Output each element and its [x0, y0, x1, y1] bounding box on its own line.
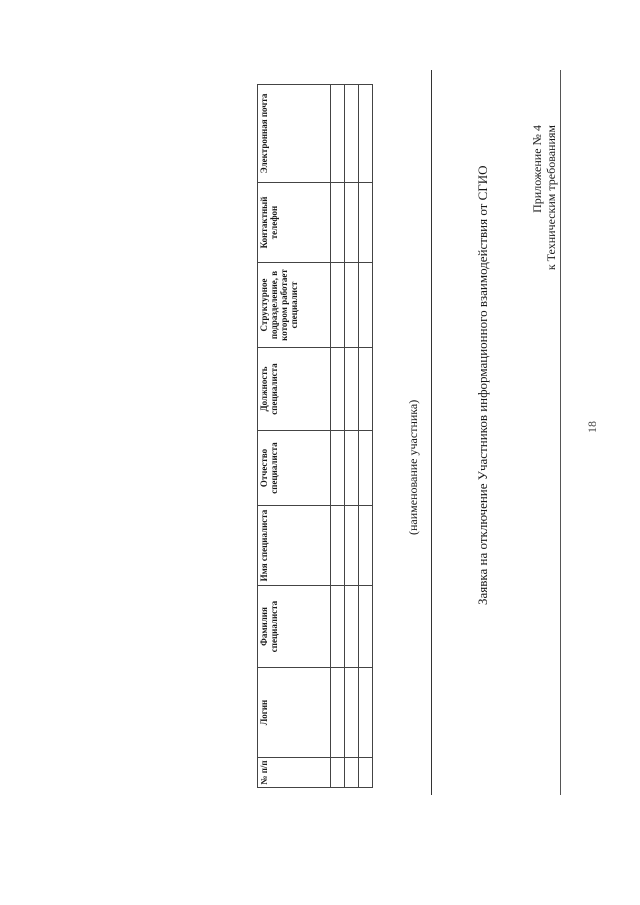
column-header: № п/п — [258, 758, 331, 788]
table-cell — [345, 183, 359, 263]
table-row — [359, 85, 373, 788]
document-title: Заявка на отключение Участников информационного взаимодействия от СГИО — [475, 165, 490, 605]
column-header: Структурное подразделение, в котором работает специалист — [258, 263, 331, 348]
table-cell — [331, 348, 345, 431]
table-cell — [359, 85, 373, 183]
appendix-reference: к Техническим требованиям — [544, 125, 558, 271]
table-cell — [345, 431, 359, 506]
table-cell — [331, 668, 345, 758]
table-cell — [331, 586, 345, 668]
appendix-header — [530, 125, 558, 270]
table-cell — [359, 758, 373, 788]
table-cell — [345, 348, 359, 431]
table-cell — [359, 586, 373, 668]
table-cell — [345, 668, 359, 758]
column-header: Электронная почта — [258, 85, 331, 183]
disconnection-request-table — [257, 84, 373, 788]
table-cell — [345, 758, 359, 788]
table-cell — [359, 431, 373, 506]
table-header-row — [258, 85, 331, 788]
table-top-rule — [560, 70, 561, 795]
participant-caption: (наименование участника) — [406, 399, 420, 535]
table-cell — [359, 183, 373, 263]
table-cell — [331, 431, 345, 506]
table-cell — [359, 263, 373, 348]
column-header: Контактный телефон — [258, 183, 331, 263]
table-cell — [345, 263, 359, 348]
page-number: 18 — [585, 421, 599, 433]
table-cell — [331, 85, 345, 183]
participant-name-line — [431, 70, 432, 795]
table-cell — [345, 85, 359, 183]
column-header: Фамилия специалиста — [258, 586, 331, 668]
table-cell — [359, 668, 373, 758]
table-cell — [359, 506, 373, 586]
column-header: Отчество специалиста — [258, 431, 331, 506]
column-header: Имя специалиста — [258, 506, 331, 586]
table-cell — [345, 506, 359, 586]
table-cell — [359, 348, 373, 431]
table-row — [331, 85, 345, 788]
table-cell — [345, 586, 359, 668]
table-row — [345, 85, 359, 788]
table-cell — [331, 263, 345, 348]
appendix-number: Приложение № 4 — [530, 125, 544, 213]
column-header: Должность специалиста — [258, 348, 331, 431]
table-cell — [331, 758, 345, 788]
column-header: Логин — [258, 668, 331, 758]
table-cell — [331, 506, 345, 586]
table-cell — [331, 183, 345, 263]
